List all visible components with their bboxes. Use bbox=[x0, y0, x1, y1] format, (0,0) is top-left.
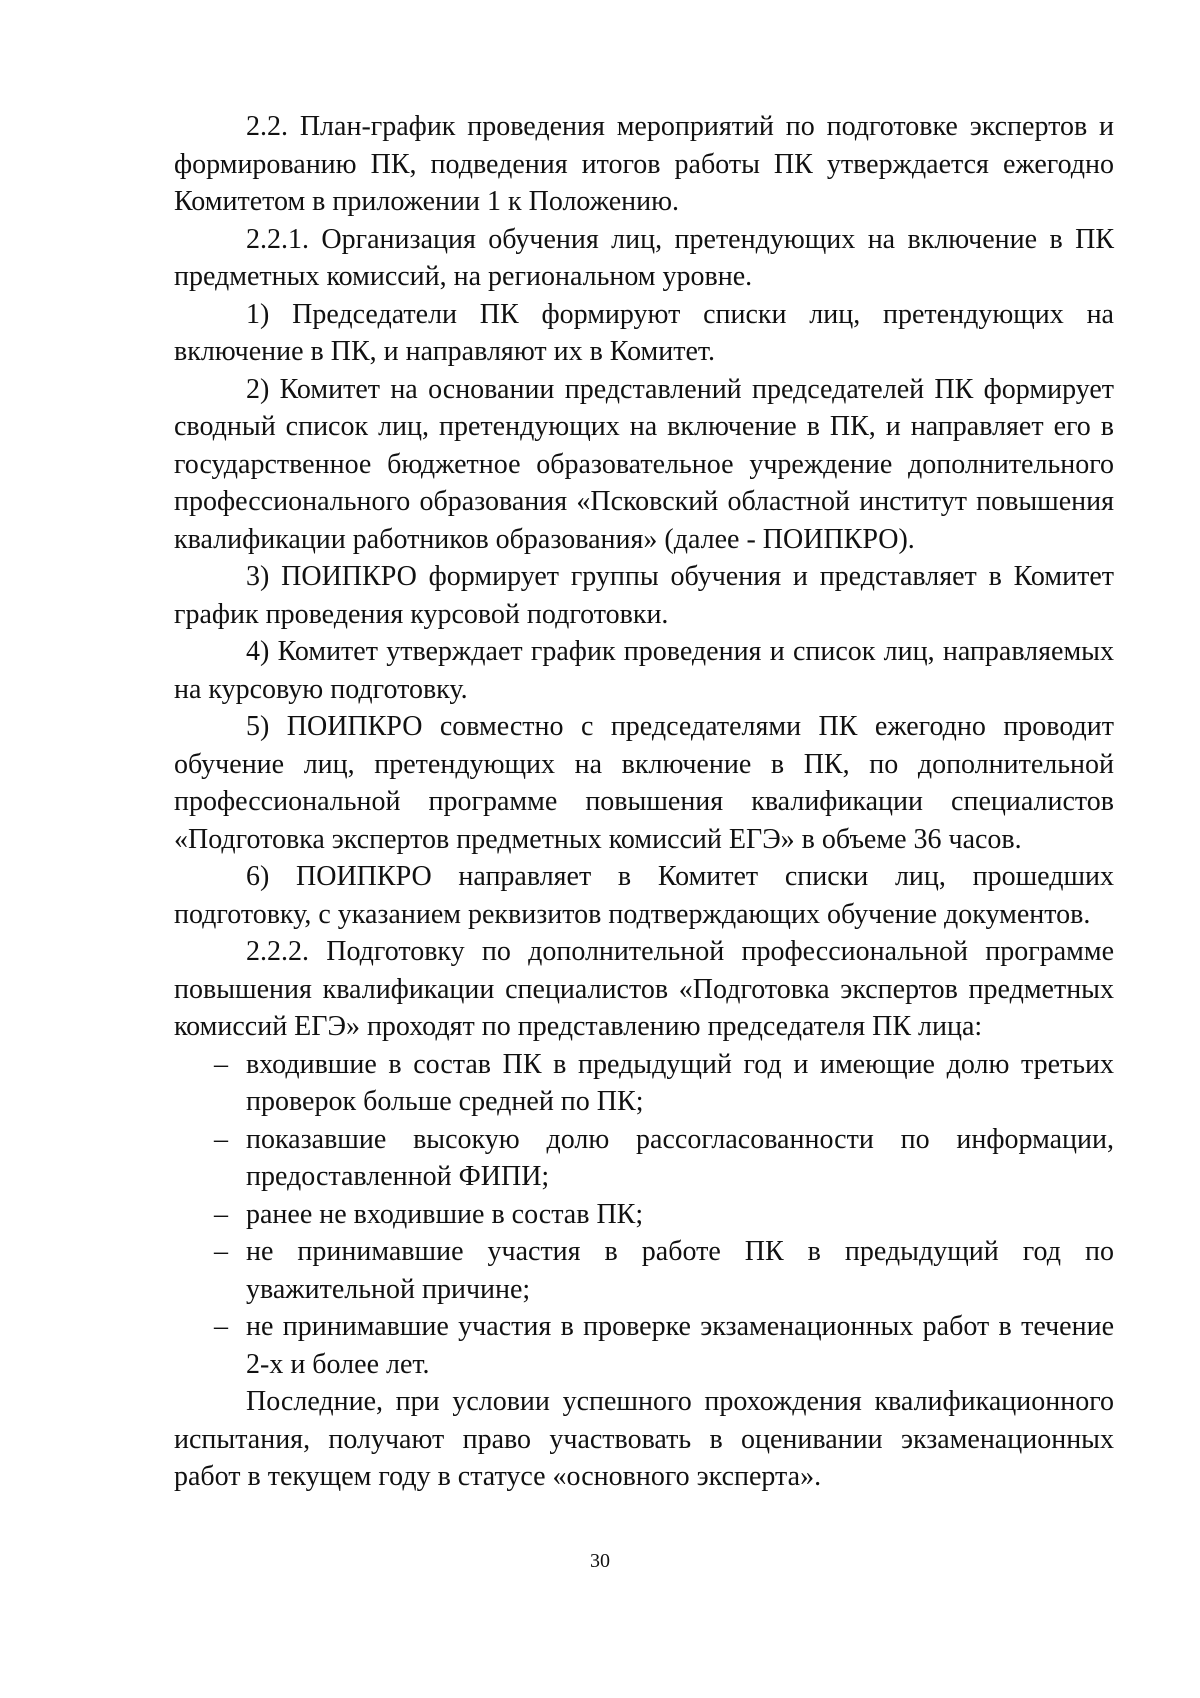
dash-list bbox=[174, 1046, 1114, 1384]
list-item-text: входившие в состав ПК в предыдущий год и имеющие долю третьих проверок больше средней по ПК; bbox=[246, 1048, 1114, 1117]
dash-marker: – bbox=[214, 1236, 228, 1267]
dash-marker: – bbox=[214, 1048, 228, 1080]
document-page bbox=[174, 108, 1114, 1496]
list-item bbox=[214, 1308, 1114, 1383]
paragraph-item-3: 3) ПОИПКРО формирует группы обучения и представляет в Комитет график проведения курсовой подготовки. bbox=[174, 561, 1114, 630]
dash-marker: – bbox=[214, 1311, 228, 1342]
list-item-text: не принимавшие участия в работе ПК в предыдущий год по уважительной причине; bbox=[246, 1236, 1114, 1305]
paragraph-item-1: 1) Председатели ПК формируют списки лиц, претендующих на включение в ПК, и направляют их в Комитет. bbox=[174, 298, 1114, 367]
list-item-text: показавшие высокую долю рассогласованности по информации, предоставленной ФИПИ; bbox=[246, 1123, 1114, 1192]
paragraph-item-6: 6) ПОИПКРО направляет в Комитет списки лиц, прошедших подготовку, с указанием реквизитов подтверждающих обучение документов. bbox=[174, 861, 1114, 930]
list-item-text: не принимавшие участия в проверке экзаменационных работ в течение 2-х и более лет. bbox=[246, 1311, 1114, 1380]
list-item-text: ранее не входившие в состав ПК; bbox=[246, 1198, 644, 1230]
paragraph-item-2: 2) Комитет на основании представлений председателей ПК формирует сводный список лиц, претендующих на включение в ПК, и направляет его в государственное бюджетное образовательное учреждение дополнительного профессионального образования «Псковский областной институт повышения квалификации работников образования» (далее - ПОИПКРО). bbox=[174, 373, 1114, 555]
paragraph-item-4: 4) Комитет утверждает график проведения и список лиц, направляемых на курсовую подготовку. bbox=[174, 636, 1114, 705]
paragraph-2-2: 2.2. План-график проведения мероприятий по подготовке экспертов и формированию ПК, подведения итогов работы ПК утверждается ежегодно Комитетом в приложении 1 к Положению. bbox=[174, 111, 1114, 217]
list-item bbox=[214, 1046, 1114, 1121]
dash-marker: – bbox=[214, 1198, 228, 1230]
page-number: 30 bbox=[590, 1550, 610, 1572]
list-item bbox=[214, 1233, 1114, 1308]
paragraph-item-5: 5) ПОИПКРО совместно с председателями ПК ежегодно проводит обучение лиц, претендующих на включение в ПК, по дополнительной профессиональной программе повышения квалификации специалистов «Подготовка экспертов предметных комиссий ЕГЭ» в объеме 36 часов. bbox=[174, 711, 1114, 855]
paragraph-2-2-2: 2.2.2. Подготовку по дополнительной профессиональной программе повышения квалификации специалистов «Подготовка экспертов предметных комиссий ЕГЭ» проходят по представлению председателя ПК лица: bbox=[174, 936, 1114, 1042]
list-item bbox=[214, 1121, 1114, 1196]
list-item bbox=[214, 1196, 1114, 1234]
dash-marker: – bbox=[214, 1123, 228, 1155]
paragraph-2-2-1: 2.2.1. Организация обучения лиц, претендующих на включение в ПК предметных комиссий, на региональном уровне. bbox=[174, 223, 1114, 292]
closing-paragraph: Последние, при условии успешного прохождения квалификационного испытания, получают право участвовать в оценивании экзаменационных работ в текущем году в статусе «основного эксперта». bbox=[174, 1386, 1114, 1492]
